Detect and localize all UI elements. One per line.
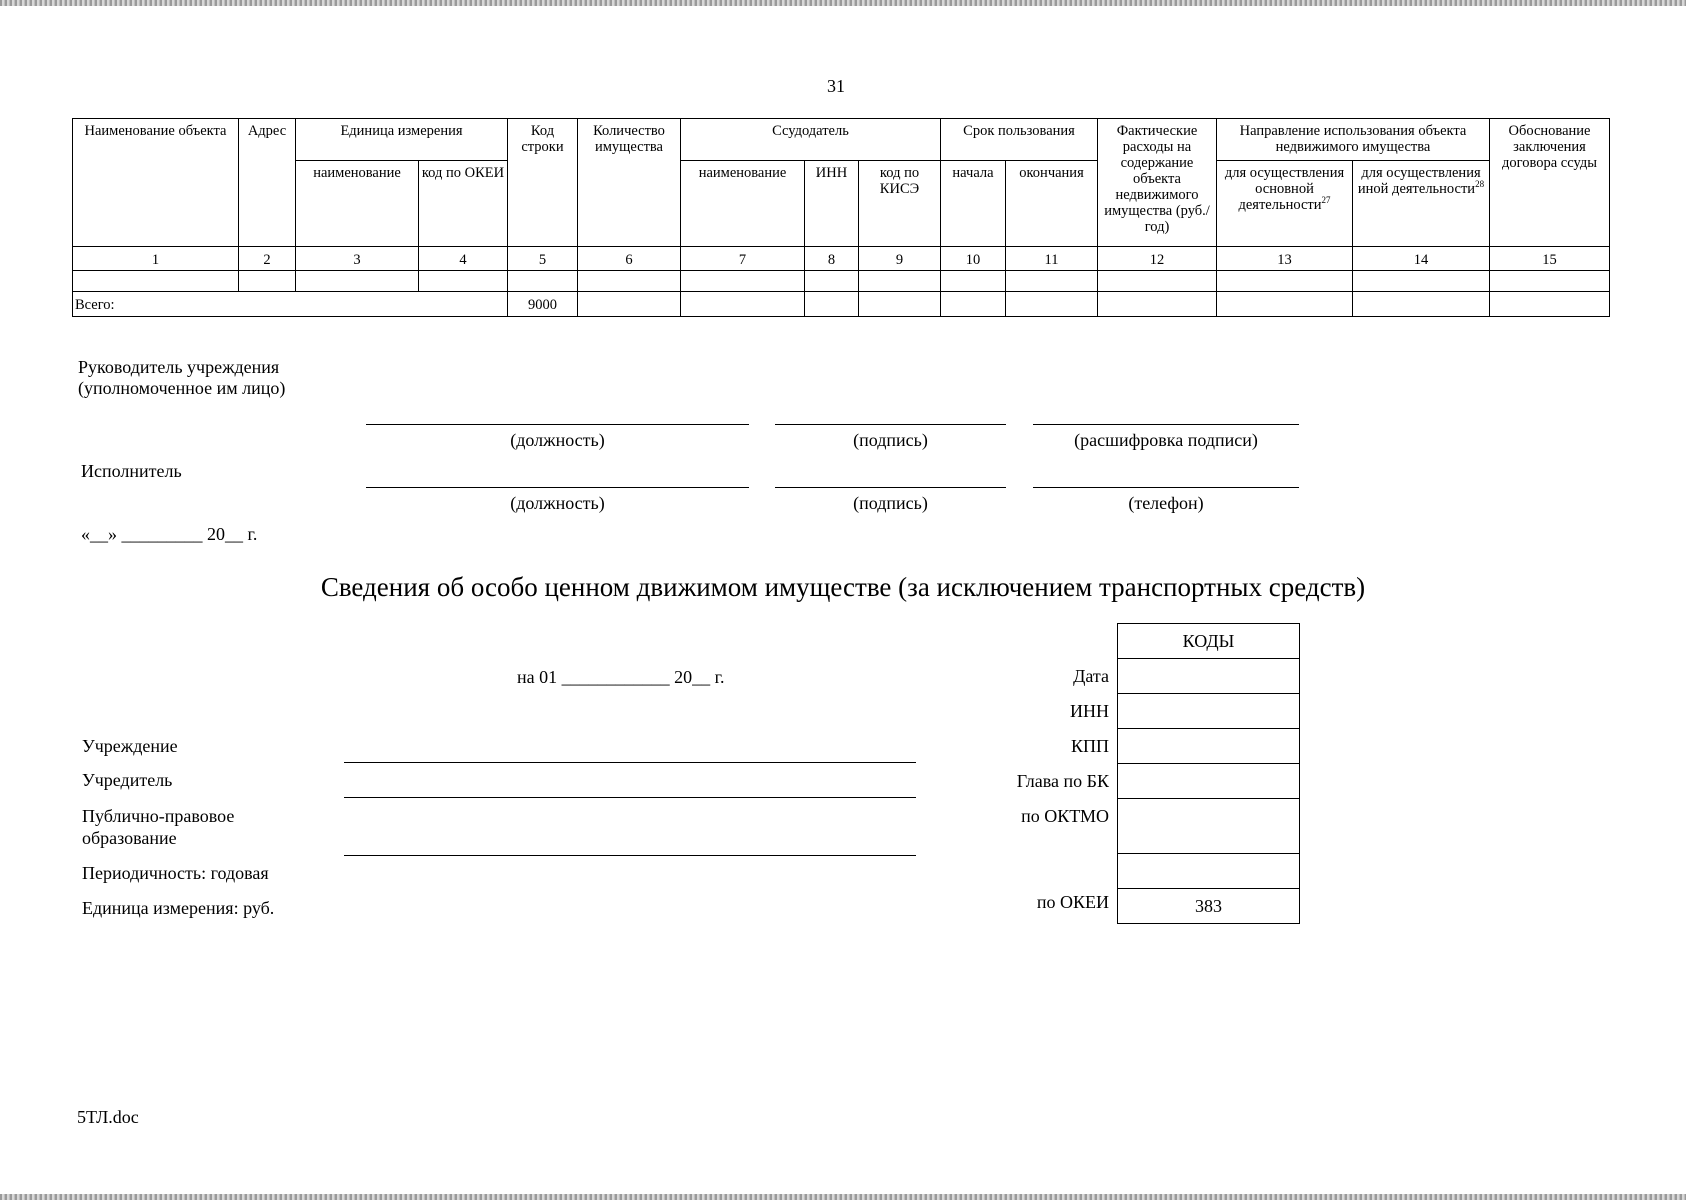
header-period-start: начала bbox=[941, 161, 1006, 247]
label-glava: Глава по БК bbox=[1016, 771, 1109, 791]
executor-phone-caption: (телефон) bbox=[1128, 493, 1204, 513]
executor-position-caption: (должность) bbox=[510, 493, 605, 513]
executor-signature-caption: (подпись) bbox=[853, 493, 928, 513]
periodicity: Периодичность: годовая bbox=[82, 863, 269, 883]
header-direction-main: для осуществления основной деятельности$^{27}$ bbox=[1217, 161, 1353, 247]
position-line[interactable] bbox=[366, 424, 749, 425]
column-number-14: 14 bbox=[1353, 247, 1490, 271]
signature-caption: (подпись) bbox=[853, 430, 928, 450]
report-date: на 01 ____________ 20__ г. bbox=[517, 667, 725, 687]
column-number-8: 8 bbox=[805, 247, 859, 271]
column-number-6: 6 bbox=[578, 247, 681, 271]
scan-edge-top bbox=[0, 0, 1686, 6]
decoding-line[interactable] bbox=[1033, 424, 1299, 425]
label-kpp: КПП bbox=[1070, 736, 1109, 756]
executor-phone-line[interactable] bbox=[1033, 487, 1299, 488]
column-numbers-row bbox=[73, 247, 1610, 271]
header-name: Наименование объекта bbox=[73, 119, 239, 247]
header-direction-other: для осуществления иной деятельности$^{28}$ bbox=[1353, 161, 1490, 247]
public-entity-label-2: образование bbox=[82, 828, 177, 848]
column-number-11: 11 bbox=[1006, 247, 1098, 271]
code-kpp[interactable] bbox=[1118, 728, 1299, 763]
label-inn: ИНН bbox=[1070, 701, 1109, 721]
header-unit-code: код по ОКЕИ bbox=[419, 161, 508, 247]
column-number-4: 4 bbox=[419, 247, 508, 271]
scan-edge-bottom bbox=[0, 1194, 1686, 1200]
code-date[interactable] bbox=[1118, 658, 1299, 693]
column-number-10: 10 bbox=[941, 247, 1006, 271]
codes-header: КОДЫ bbox=[1182, 631, 1235, 651]
column-number-2: 2 bbox=[239, 247, 296, 271]
executor-signature-line[interactable] bbox=[775, 487, 1006, 488]
label-date: Дата bbox=[1073, 666, 1109, 686]
header-lender-inn: ИНН bbox=[805, 161, 859, 247]
footer-filename: 5ТЛ.doc bbox=[77, 1107, 139, 1127]
position-caption: (должность) bbox=[510, 430, 605, 450]
header-basis: Обоснование заключения договора ссуды bbox=[1490, 119, 1610, 247]
public-entity-line[interactable] bbox=[344, 855, 916, 856]
header-unit: Единица измерения bbox=[296, 119, 508, 161]
signature-line[interactable] bbox=[775, 424, 1006, 425]
head-label-2: (уполномоченное им лицо) bbox=[78, 378, 286, 398]
header-expenses: Фактические расходы на содержание объекта недвижимого имущества (руб./год) bbox=[1098, 119, 1217, 247]
total-row bbox=[73, 292, 1610, 317]
header-period-end: окончания bbox=[1006, 161, 1098, 247]
header-lender: Ссудодатель bbox=[681, 119, 941, 161]
label-oktmo: по ОКТМО bbox=[1021, 806, 1109, 826]
total-label: Всего: bbox=[73, 292, 508, 317]
unit-of-measure: Единица измерения: руб. bbox=[82, 898, 275, 918]
codes-box bbox=[1117, 623, 1300, 924]
column-number-15: 15 bbox=[1490, 247, 1610, 271]
header-address: Адрес bbox=[239, 119, 296, 247]
header-lender-name: наименование bbox=[681, 161, 805, 247]
institution-line[interactable] bbox=[344, 762, 916, 763]
header-lender-code: код по КИСЭ bbox=[859, 161, 941, 247]
column-number-12: 12 bbox=[1098, 247, 1217, 271]
institution-label: Учреждение bbox=[82, 736, 178, 756]
section-title: Сведения об особо ценном движимом имуществе (за исключением транспортных средств) bbox=[320, 572, 1366, 602]
code-oktmo[interactable] bbox=[1118, 798, 1299, 853]
header-direction: Направление использования объекта недвижимого имущества bbox=[1217, 119, 1490, 161]
column-number-7: 7 bbox=[681, 247, 805, 271]
public-entity-label: Публично-правовое bbox=[82, 806, 235, 826]
code-okei[interactable]: 383 bbox=[1118, 888, 1299, 923]
header-line-code: Код строки bbox=[508, 119, 578, 247]
column-number-1: 1 bbox=[73, 247, 239, 271]
table-row bbox=[73, 271, 1610, 292]
head-label: Руководитель учреждения bbox=[78, 357, 280, 377]
executor-label: Исполнитель bbox=[81, 461, 182, 481]
header-quantity: Количество имущества bbox=[578, 119, 681, 247]
header-unit-name: наименование bbox=[296, 161, 419, 247]
decoding-caption: (расшифровка подписи) bbox=[1074, 430, 1258, 450]
date-line: «__» _________ 20__ г. bbox=[81, 524, 258, 544]
column-number-13: 13 bbox=[1217, 247, 1353, 271]
column-number-3: 3 bbox=[296, 247, 419, 271]
founder-line[interactable] bbox=[344, 797, 916, 798]
header-period: Срок пользования bbox=[941, 119, 1098, 161]
code-glava[interactable] bbox=[1118, 763, 1299, 798]
total-code: 9000 bbox=[508, 292, 578, 317]
column-number-9: 9 bbox=[859, 247, 941, 271]
page-number: 31 bbox=[827, 76, 845, 96]
code-inn[interactable] bbox=[1118, 693, 1299, 728]
column-number-5: 5 bbox=[508, 247, 578, 271]
executor-position-line[interactable] bbox=[366, 487, 749, 488]
label-okei: по ОКЕИ bbox=[1036, 892, 1109, 912]
property-table bbox=[72, 118, 1610, 317]
founder-label: Учредитель bbox=[82, 770, 173, 790]
code-blank[interactable] bbox=[1118, 853, 1299, 888]
